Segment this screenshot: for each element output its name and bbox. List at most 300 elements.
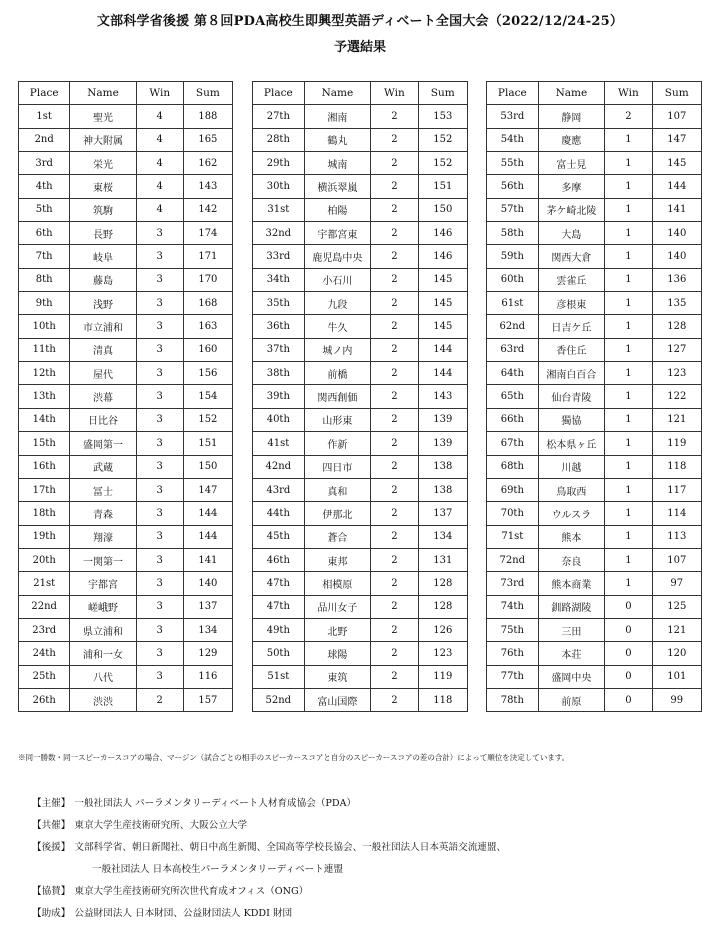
document-subtitle: 予選結果 <box>333 40 386 55</box>
sum-cell: 131 <box>418 548 467 571</box>
place-cell: 8th <box>19 268 70 291</box>
name-cell: 盛岡第一 <box>70 432 136 455</box>
place-cell: 3rd <box>19 152 70 175</box>
table-row <box>19 408 233 431</box>
name-cell: 渋渋 <box>70 688 136 711</box>
table-body <box>487 105 702 712</box>
place-cell: 73rd <box>487 572 539 595</box>
sum-cell: 127 <box>652 338 701 361</box>
place-cell: 76th <box>487 642 539 665</box>
name-header: Name <box>70 82 136 105</box>
sum-cell: 141 <box>183 548 232 571</box>
name-cell: 宇都宮 <box>70 572 136 595</box>
sum-cell: 143 <box>418 385 467 408</box>
place-cell: 18th <box>19 502 70 525</box>
win-cell: 3 <box>136 338 183 361</box>
place-cell: 37th <box>253 338 305 361</box>
sum-cell: 154 <box>183 385 232 408</box>
table-row <box>253 688 468 711</box>
sum-cell: 150 <box>183 455 232 478</box>
place-cell: 5th <box>19 198 70 221</box>
name-cell: 県立浦和 <box>70 618 136 641</box>
sum-cell: 118 <box>652 455 701 478</box>
table-row <box>19 665 233 688</box>
table-row <box>253 152 468 175</box>
place-cell: 12th <box>19 362 70 385</box>
name-cell: 関西大倉 <box>538 245 605 268</box>
credit-text: 東京大学生産技術研究所、大阪公立大学 <box>74 820 248 831</box>
name-cell: 前原 <box>538 688 605 711</box>
sum-cell: 144 <box>183 525 232 548</box>
sum-cell: 121 <box>652 618 701 641</box>
place-cell: 41st <box>253 432 305 455</box>
credit-label: 【助成】 <box>32 908 71 919</box>
sum-cell: 165 <box>183 128 232 151</box>
sum-cell: 150 <box>418 198 467 221</box>
table-row <box>253 245 468 268</box>
table-row <box>487 315 702 338</box>
table-row <box>19 175 233 198</box>
sum-cell: 168 <box>183 292 232 315</box>
sum-cell: 137 <box>418 502 467 525</box>
sum-cell: 107 <box>652 548 701 571</box>
place-cell: 44th <box>253 502 305 525</box>
sum-cell: 116 <box>183 665 232 688</box>
win-cell: 3 <box>136 245 183 268</box>
table-row <box>253 268 468 291</box>
place-header: Place <box>487 82 539 105</box>
place-cell: 30th <box>253 175 305 198</box>
place-cell: 78th <box>487 688 539 711</box>
name-cell: 鶴丸 <box>304 128 371 151</box>
sum-cell: 128 <box>418 572 467 595</box>
table-header <box>19 82 233 105</box>
name-cell: 冨士 <box>70 478 136 501</box>
sum-cell: 134 <box>418 525 467 548</box>
name-cell: 長野 <box>70 222 136 245</box>
table-row <box>487 455 702 478</box>
win-cell: 3 <box>136 385 183 408</box>
place-cell: 72nd <box>487 548 539 571</box>
place-cell: 51st <box>253 665 305 688</box>
table-row <box>253 385 468 408</box>
table-row <box>253 198 468 221</box>
table-row <box>19 642 233 665</box>
name-cell: 青森 <box>70 502 136 525</box>
name-cell: 浅野 <box>70 292 136 315</box>
sum-cell: 135 <box>652 292 701 315</box>
place-cell: 42nd <box>253 455 305 478</box>
table-row <box>253 105 468 128</box>
table-row <box>19 572 233 595</box>
name-cell: 多摩 <box>538 175 605 198</box>
name-cell: 渋幕 <box>70 385 136 408</box>
sum-header: Sum <box>418 82 467 105</box>
table-row <box>253 548 468 571</box>
place-cell: 60th <box>487 268 539 291</box>
sum-cell: 162 <box>183 152 232 175</box>
win-cell: 3 <box>136 595 183 618</box>
credit-grant <box>32 908 712 919</box>
table-row <box>19 105 233 128</box>
name-cell: 藤島 <box>70 268 136 291</box>
sum-cell: 171 <box>183 245 232 268</box>
name-cell: 栄光 <box>70 152 136 175</box>
document-title: 文部科学省後援 第８回PDA高校生即興型英語ディベート全国大会（2022/12/24-25） <box>96 14 624 29</box>
name-cell: 川越 <box>538 455 605 478</box>
header-row <box>253 82 468 105</box>
name-cell: 作新 <box>304 432 371 455</box>
table-row <box>487 548 702 571</box>
place-cell: 59th <box>487 245 539 268</box>
win-cell: 3 <box>136 642 183 665</box>
table-row <box>487 572 702 595</box>
name-cell: 八代 <box>70 665 136 688</box>
place-cell: 10th <box>19 315 70 338</box>
name-cell: 一関第一 <box>70 548 136 571</box>
table-header <box>253 82 468 105</box>
name-cell: 静岡 <box>538 105 605 128</box>
header-row <box>487 82 702 105</box>
table-row <box>487 175 702 198</box>
table-body <box>253 105 468 712</box>
credit-co-organizer <box>32 820 712 831</box>
table-row <box>487 478 702 501</box>
name-cell: 慶應 <box>538 128 605 151</box>
table-row <box>487 245 702 268</box>
place-cell: 29th <box>253 152 305 175</box>
place-cell: 45th <box>253 525 305 548</box>
place-cell: 65th <box>487 385 539 408</box>
name-cell: 東桜 <box>70 175 136 198</box>
sum-cell: 138 <box>418 478 467 501</box>
place-cell: 17th <box>19 478 70 501</box>
credit-text: 東京大学生産技術研究所次世代育成オフィス（ONG） <box>74 886 309 897</box>
place-cell: 33rd <box>253 245 305 268</box>
win-cell: 1 <box>605 222 652 245</box>
sum-cell: 174 <box>183 222 232 245</box>
sum-cell: 121 <box>652 408 701 431</box>
table-row <box>487 502 702 525</box>
place-cell: 55th <box>487 152 539 175</box>
table-row <box>19 432 233 455</box>
name-cell: 東筑 <box>304 665 371 688</box>
place-cell: 22nd <box>19 595 70 618</box>
credit-label: 【後援】 <box>32 842 71 853</box>
sum-cell: 128 <box>418 595 467 618</box>
name-cell: 屋代 <box>70 362 136 385</box>
credit-sponsor <box>32 886 712 897</box>
sum-cell: 152 <box>418 152 467 175</box>
win-cell: 2 <box>371 292 418 315</box>
name-cell: 山形東 <box>304 408 371 431</box>
win-cell: 2 <box>371 665 418 688</box>
place-cell: 62nd <box>487 315 539 338</box>
place-cell: 58th <box>487 222 539 245</box>
sum-cell: 140 <box>652 222 701 245</box>
name-cell: 市立浦和 <box>70 315 136 338</box>
win-cell: 3 <box>136 525 183 548</box>
table-row <box>487 222 702 245</box>
place-cell: 13th <box>19 385 70 408</box>
win-cell: 2 <box>371 198 418 221</box>
sum-cell: 141 <box>652 198 701 221</box>
win-cell: 2 <box>371 245 418 268</box>
sum-cell: 137 <box>183 595 232 618</box>
win-cell: 3 <box>136 292 183 315</box>
sum-cell: 136 <box>652 268 701 291</box>
place-cell: 28th <box>253 128 305 151</box>
win-cell: 1 <box>605 292 652 315</box>
name-cell: 城ノ内 <box>304 338 371 361</box>
place-cell: 31st <box>253 198 305 221</box>
place-cell: 16th <box>19 455 70 478</box>
name-header: Name <box>304 82 371 105</box>
win-cell: 1 <box>605 152 652 175</box>
place-cell: 26th <box>19 688 70 711</box>
place-cell: 70th <box>487 502 539 525</box>
table-row <box>19 688 233 711</box>
sum-cell: 139 <box>418 432 467 455</box>
ranking-note: ※同一勝数・同一スピーカースコアの場合、マージン（試合ごとの相手のスピーカースコアと自分のスピーカースコアの差の合計）によって順位を決定しています。 <box>18 753 570 762</box>
name-cell: 筑駒 <box>70 198 136 221</box>
name-cell: 釧路湖陵 <box>538 595 605 618</box>
sum-header: Sum <box>183 82 232 105</box>
win-cell: 2 <box>371 618 418 641</box>
name-cell: 聖光 <box>70 105 136 128</box>
name-cell: 雲雀丘 <box>538 268 605 291</box>
win-cell: 3 <box>136 502 183 525</box>
sum-cell: 163 <box>183 315 232 338</box>
win-cell: 0 <box>605 665 652 688</box>
table-row <box>487 408 702 431</box>
place-cell: 25th <box>19 665 70 688</box>
sum-cell: 170 <box>183 268 232 291</box>
credit-label: 【主催】 <box>32 798 71 809</box>
name-cell: 奈良 <box>538 548 605 571</box>
win-cell: 2 <box>371 222 418 245</box>
table-body <box>19 105 233 712</box>
name-cell: 翔濠 <box>70 525 136 548</box>
table-row <box>253 618 468 641</box>
win-cell: 4 <box>136 175 183 198</box>
name-cell: 牛久 <box>304 315 371 338</box>
win-header: Win <box>605 82 652 105</box>
win-cell: 1 <box>605 478 652 501</box>
win-cell: 1 <box>605 268 652 291</box>
sum-cell: 145 <box>418 292 467 315</box>
table-row <box>487 128 702 151</box>
win-cell: 1 <box>605 198 652 221</box>
win-cell: 3 <box>136 268 183 291</box>
name-cell: 鳥取西 <box>538 478 605 501</box>
table-row <box>253 338 468 361</box>
name-cell: 茅ケ崎北陵 <box>538 198 605 221</box>
place-cell: 39th <box>253 385 305 408</box>
win-cell: 0 <box>605 618 652 641</box>
results-table-1 <box>18 81 233 712</box>
name-cell: 湘南白百合 <box>538 362 605 385</box>
win-cell: 1 <box>605 362 652 385</box>
sum-cell: 152 <box>418 128 467 151</box>
sum-cell: 144 <box>183 502 232 525</box>
win-cell: 3 <box>136 455 183 478</box>
place-cell: 19th <box>19 525 70 548</box>
table-row <box>253 128 468 151</box>
table-row <box>19 525 233 548</box>
table-row <box>19 292 233 315</box>
table-row <box>19 618 233 641</box>
table-row <box>253 455 468 478</box>
table-row <box>487 385 702 408</box>
table-row <box>487 362 702 385</box>
table-row <box>253 572 468 595</box>
name-cell: 嵯峨野 <box>70 595 136 618</box>
place-cell: 49th <box>253 618 305 641</box>
sum-cell: 97 <box>652 572 701 595</box>
win-cell: 3 <box>136 572 183 595</box>
win-cell: 3 <box>136 432 183 455</box>
win-header: Win <box>371 82 418 105</box>
place-cell: 7th <box>19 245 70 268</box>
win-cell: 4 <box>136 152 183 175</box>
place-cell: 56th <box>487 175 539 198</box>
table-row <box>253 292 468 315</box>
sum-cell: 114 <box>652 502 701 525</box>
table-row <box>253 222 468 245</box>
sum-cell: 146 <box>418 222 467 245</box>
win-cell: 3 <box>136 362 183 385</box>
table-row <box>487 198 702 221</box>
win-cell: 1 <box>605 175 652 198</box>
name-cell: 真和 <box>304 478 371 501</box>
name-cell: 盛岡中央 <box>538 665 605 688</box>
win-cell: 2 <box>136 688 183 711</box>
sum-cell: 120 <box>652 642 701 665</box>
place-cell: 43rd <box>253 478 305 501</box>
table-row <box>253 642 468 665</box>
win-cell: 2 <box>371 455 418 478</box>
win-cell: 1 <box>605 245 652 268</box>
win-cell: 3 <box>136 618 183 641</box>
sum-cell: 145 <box>418 268 467 291</box>
name-cell: 四日市 <box>304 455 371 478</box>
sum-cell: 151 <box>183 432 232 455</box>
table-row <box>253 665 468 688</box>
name-header: Name <box>538 82 605 105</box>
table-row <box>19 548 233 571</box>
sum-cell: 147 <box>183 478 232 501</box>
credit-text: 文部科学省、朝日新聞社、朝日中高生新聞、全国高等学校長協会、一般社団法人日本英語交流連盟、 <box>74 842 507 853</box>
sum-cell: 160 <box>183 338 232 361</box>
sum-header: Sum <box>652 82 701 105</box>
name-cell: 宇都宮東 <box>304 222 371 245</box>
win-cell: 0 <box>605 642 652 665</box>
sum-cell: 101 <box>652 665 701 688</box>
sum-cell: 153 <box>418 105 467 128</box>
table-row <box>487 292 702 315</box>
name-cell: 武蔵 <box>70 455 136 478</box>
table-row <box>487 432 702 455</box>
win-cell: 2 <box>371 525 418 548</box>
credit-label: 【協賛】 <box>32 886 71 897</box>
sum-cell: 117 <box>652 478 701 501</box>
name-cell: 湘南 <box>304 105 371 128</box>
place-cell: 20th <box>19 548 70 571</box>
name-cell: 清真 <box>70 338 136 361</box>
credit-support <box>32 842 712 875</box>
table-row <box>19 455 233 478</box>
sum-cell: 122 <box>652 385 701 408</box>
name-cell: 球陽 <box>304 642 371 665</box>
table-row <box>19 245 233 268</box>
sum-cell: 144 <box>418 338 467 361</box>
name-cell: 九段 <box>304 292 371 315</box>
place-cell: 61st <box>487 292 539 315</box>
name-cell: 東邦 <box>304 548 371 571</box>
name-cell: 日比谷 <box>70 408 136 431</box>
table-row <box>19 152 233 175</box>
sum-cell: 188 <box>183 105 232 128</box>
place-cell: 9th <box>19 292 70 315</box>
win-cell: 1 <box>605 572 652 595</box>
table-row <box>19 198 233 221</box>
name-cell: 富山国際 <box>304 688 371 711</box>
name-cell: 熊本 <box>538 525 605 548</box>
name-cell: 品川女子 <box>304 595 371 618</box>
win-cell: 0 <box>605 688 652 711</box>
name-cell: 小石川 <box>304 268 371 291</box>
sum-cell: 140 <box>183 572 232 595</box>
table-row <box>19 128 233 151</box>
win-cell: 1 <box>605 385 652 408</box>
sum-cell: 123 <box>652 362 701 385</box>
sum-cell: 119 <box>418 665 467 688</box>
place-cell: 24th <box>19 642 70 665</box>
table-row <box>487 338 702 361</box>
place-cell: 75th <box>487 618 539 641</box>
place-cell: 1st <box>19 105 70 128</box>
place-cell: 38th <box>253 362 305 385</box>
win-cell: 1 <box>605 455 652 478</box>
credit-organizer <box>32 798 712 809</box>
place-cell: 77th <box>487 665 539 688</box>
place-cell: 14th <box>19 408 70 431</box>
sum-cell: 134 <box>183 618 232 641</box>
name-cell: ウルスラ <box>538 502 605 525</box>
place-cell: 66th <box>487 408 539 431</box>
table-row <box>487 618 702 641</box>
win-cell: 1 <box>605 128 652 151</box>
win-cell: 3 <box>136 315 183 338</box>
place-cell: 27th <box>253 105 305 128</box>
name-cell: 相模原 <box>304 572 371 595</box>
win-cell: 2 <box>371 688 418 711</box>
sum-cell: 144 <box>418 362 467 385</box>
win-cell: 1 <box>605 502 652 525</box>
place-cell: 53rd <box>487 105 539 128</box>
name-cell: 松本県ヶ丘 <box>538 432 605 455</box>
win-cell: 1 <box>605 432 652 455</box>
name-cell: 彦根東 <box>538 292 605 315</box>
place-cell: 71st <box>487 525 539 548</box>
win-cell: 2 <box>371 548 418 571</box>
sum-cell: 126 <box>418 618 467 641</box>
table-row <box>253 525 468 548</box>
place-cell: 52nd <box>253 688 305 711</box>
win-cell: 2 <box>371 152 418 175</box>
sum-cell: 125 <box>652 595 701 618</box>
